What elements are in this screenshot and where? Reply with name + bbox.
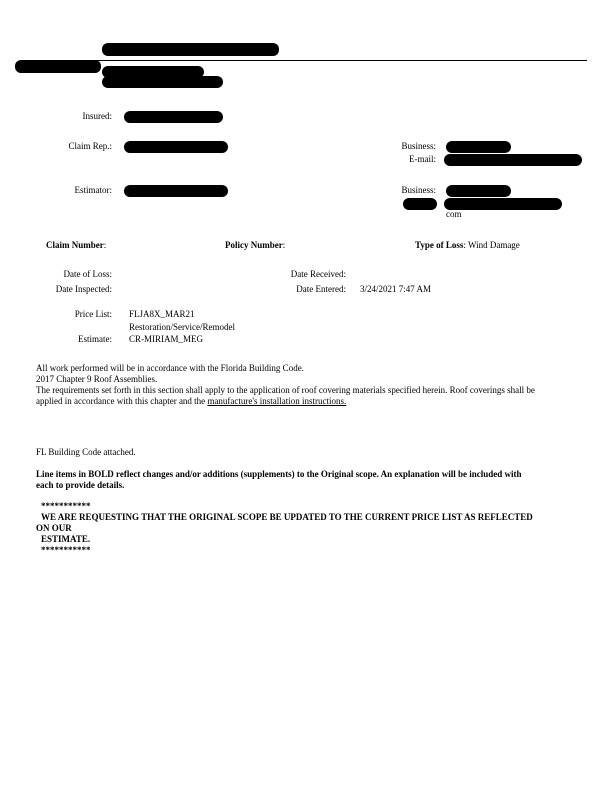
price-list-value: FLJA8X_MAR21 [129, 309, 195, 319]
type-of-loss-label: Type of Loss [415, 240, 464, 250]
redacted-business2-phone [446, 185, 511, 197]
manufacturer-instructions-link[interactable]: manufacture's installation instructions. [207, 396, 347, 406]
redacted-email [444, 154, 582, 166]
estimate-value: CR-MIRIAM_MEG [129, 334, 204, 344]
estimator-label: Estimator: [74, 185, 112, 195]
redacted-claim-rep [124, 141, 228, 153]
email-label: E-mail: [409, 154, 436, 164]
note-line-3: The requirements set forth in this section shall apply to the application of roof covering materials specified herein. Roof coverings shall be applied in accordance with this chapter and the [36, 385, 535, 406]
claim-number-label: Claim Number [46, 240, 104, 250]
redacted-company-name [102, 43, 279, 56]
document-page: Insured: Claim Rep.: Business: E-mail: Estimator: Business: com Claim Number: Policy Number: Type of Loss: Wind Damage Date of Loss: Date Inspected: Date Received: Date Entered: 3/24/2021 7:47 AM Price List: FLJA8X_MAR21 Restoration/Service/Remodel Estimate: CR-MIRIAM_MEG All work performed will be in accordance with the Florida Building Code. 2017 Chapter 9 Roof Assemblies. The requirements set forth in this section shall apply to the application of roof covering materials specified herein. Roof coverings shall be applied in accordance with this chapter and the manufacture's installation instructions. FL Building Code attached. Line items in BOLD reflect changes and/or additions (supplements) to the Original scope. An explanation will be included with each to provide details. *********** WE ARE REQUESTING THAT THE ORIGINAL SCOPE BE UPDATED TO THE CURRENT PRICE LIST AS REFLECTED ON OUR ESTIMATE. *********** [0, 0, 612, 792]
building-code-notes [36, 363, 536, 407]
price-list-label: Price List: [74, 309, 112, 319]
insured-label: Insured: [82, 111, 112, 121]
stars-top: *********** [41, 501, 91, 511]
redacted-estimator [124, 185, 228, 197]
request-block [36, 501, 536, 556]
request-line-1: WE ARE REQUESTING THAT THE ORIGINAL SCOPE BE UPDATED TO THE CURRENT PRICE LIST AS REFLECTED ON OUR [36, 512, 533, 533]
estimate-label: Estimate: [78, 334, 112, 344]
type-of-loss-value: Wind Damage [467, 240, 520, 250]
redacted-city [102, 76, 223, 88]
business-label: Business: [401, 141, 436, 151]
date-inspected-label: Date Inspected: [55, 284, 112, 294]
price-list-type: Restoration/Service/Remodel [129, 322, 235, 332]
business2-label: Business: [401, 185, 436, 195]
redacted-logo [15, 60, 101, 73]
redacted-label [403, 198, 437, 210]
redacted-insured [124, 111, 223, 123]
email-suffix: com [446, 209, 462, 219]
claim-rep-label: Claim Rep.: [68, 141, 112, 151]
redacted-email2 [444, 198, 562, 210]
request-line-2: ESTIMATE. [41, 534, 91, 544]
note-line-2: 2017 Chapter 9 Roof Assemblies. [36, 374, 158, 384]
stars-bottom: *********** [41, 545, 91, 555]
bold-items-note: Line items in BOLD reflect changes and/or additions (supplements) to the Original scope. An explanation will be included with each to provide details. [36, 469, 522, 490]
code-attached-note: FL Building Code attached. [36, 447, 136, 457]
redacted-business-phone [446, 141, 511, 153]
header-rule [88, 60, 587, 61]
note-line-1: All work performed will be in accordance with the Florida Building Code. [36, 363, 304, 373]
date-entered-value: 3/24/2021 7:47 AM [360, 284, 432, 294]
date-entered-label: Date Entered: [296, 284, 346, 294]
date-of-loss-label: Date of Loss: [63, 269, 112, 279]
date-received-label: Date Received: [290, 269, 346, 279]
policy-number-label: Policy Number [225, 240, 283, 250]
